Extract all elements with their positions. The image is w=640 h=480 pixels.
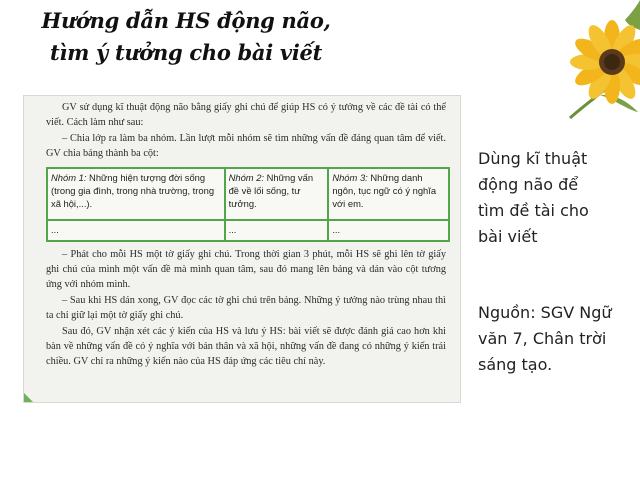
table-cell-ellipsis: ...: [47, 220, 225, 241]
doc-paragraph-5: Sau đó, GV nhận xét các ý kiến của HS và lưu ý HS: bài viết sẽ được đánh giá cao hơn khi bàn về những vấn đề có ý nghĩa với bản thân và xã hội, những vấn đề đang có những ý kiến trái chiều. GV chỉ ra những ý kiến nào của HS đáp ứng các tiêu chí này.: [46, 325, 446, 368]
table-row: [47, 220, 449, 241]
slide-source-note: Nguồn: SGV Ngữ văn 7, Chân trời sáng tạo.: [478, 303, 612, 374]
table-cell-group-1: Nhóm 1: Những hiện tượng đời sống (trong gia đình, trong nhà trường, trong xã hội,...).: [47, 168, 225, 220]
doc-paragraph-2: – Chia lớp ra làm ba nhóm. Lần lượt mỗi nhóm sẽ tìm những vấn đề đáng quan tâm để viết. GV chia bảng thành ba cột:: [46, 132, 446, 160]
group-columns-table: [46, 167, 450, 242]
doc-paragraph-3: – Phát cho mỗi HS một tờ giấy ghi chú. Trong thời gian 3 phút, mỗi HS sẽ ghi lên tờ giấy ghi chú của mình một vấn đề mà mình quan tâm, sau đó mang lên bảng và dán vào cột tương ứng với nhóm mình.: [46, 248, 446, 291]
sunflower-decoration: [530, 0, 640, 130]
table-cell-ellipsis: ...: [328, 220, 449, 241]
table-row: [47, 168, 449, 220]
table-cell-ellipsis: ...: [225, 220, 329, 241]
doc-paragraph-4: – Sau khi HS dán xong, GV đọc các tờ ghi chú trên bảng. Những ý tưởng nào trùng nhau thì ta chỉ giữ lại một tờ giấy ghi chú.: [46, 294, 446, 322]
slide-description: Dùng kĩ thuật động não để tìm đề tài cho bài viết: [478, 149, 589, 246]
doc-paragraph-1: GV sử dụng kĩ thuật động não bằng giấy ghi chú để giúp HS có ý tưởng về các đề tài có thể viết. Cách làm như sau:: [46, 102, 446, 129]
table-cell-group-2: Nhóm 2: Những vấn đề về lối sống, tư tưởng.: [225, 168, 329, 220]
textbook-excerpt-image: [23, 95, 461, 403]
slide-title-line-1: Hướng dẫn HS động não,: [41, 8, 331, 33]
slide-title-line-2: tìm ý tưởng cho bài viết: [50, 40, 322, 65]
table-cell-group-3: Nhóm 3: Những danh ngôn, tục ngữ có ý nghĩa với em.: [328, 168, 449, 220]
page-corner-mark: [24, 393, 33, 402]
